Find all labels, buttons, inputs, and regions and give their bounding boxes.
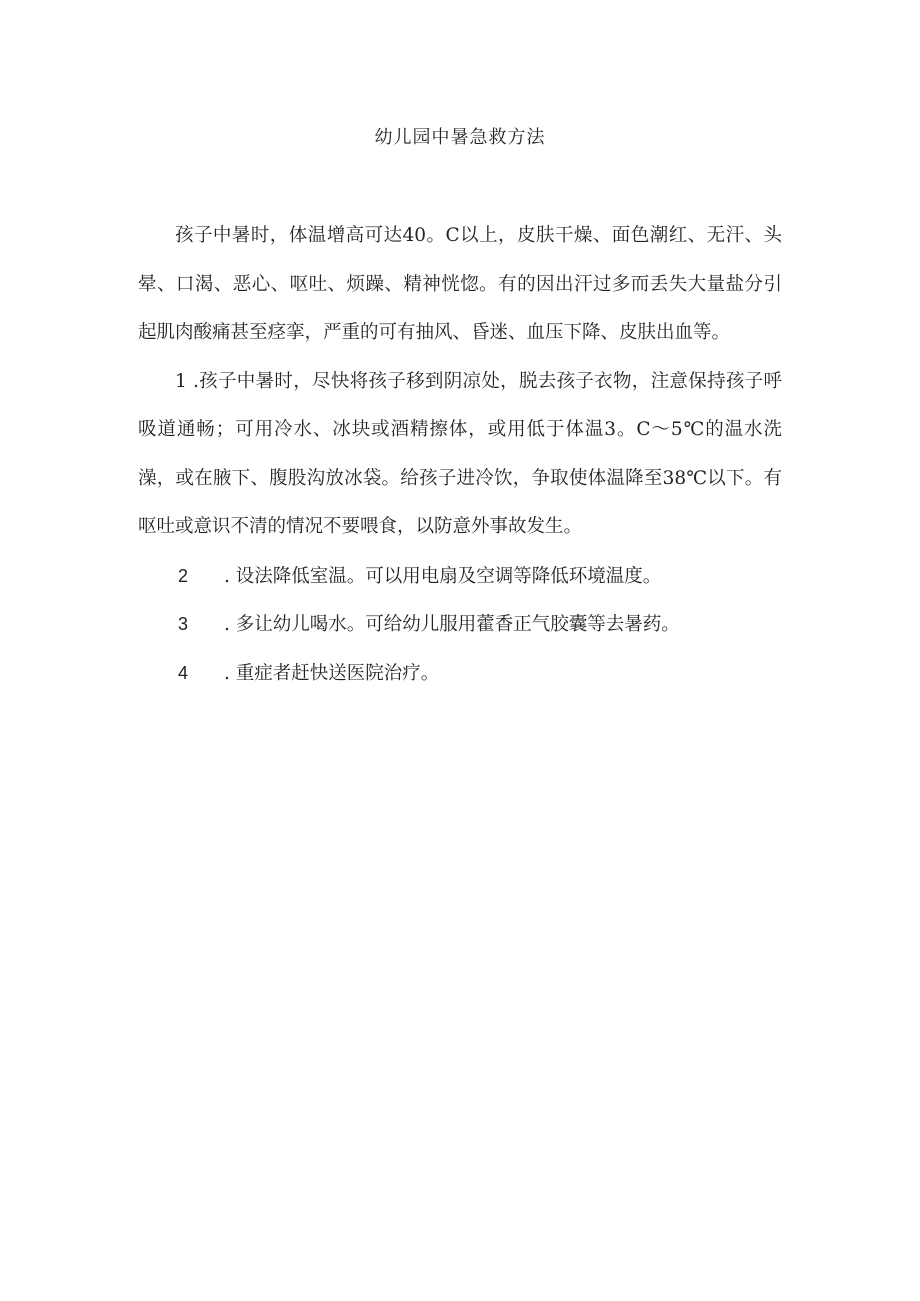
list-item-number: 4 <box>178 662 189 683</box>
list-item-number: 3 <box>178 614 189 634</box>
list-item-text: . 重症者赶快送医院治疗。 <box>224 662 440 684</box>
list-item <box>138 649 782 698</box>
intro-paragraph: 孩子中暑时，体温增高可达40。C以上，皮肤干燥、面色潮红、无汗、头晕、口渴、恶心、呕吐、烦躁、精神恍惚。有的因出汗过多而丢失大量盐分引起肌肉酸痛甚至痉挛，严重的可有抽风、昏迷、血压下降、皮肤出血等。 <box>138 225 782 343</box>
list-item-text: . 设法降低室温。可以用电扇及空调等降低环境温度。 <box>224 565 662 587</box>
step-1-paragraph: 1 .孩子中暑时，尽快将孩子移到阴凉处，脱去孩子衣物，注意保持孩子呼吸道通畅；可用冷水、冰块或酒精擦体，或用低于体温3。C～5℃的温水洗澡，或在腋下、腹股沟放冰袋。给孩子进冷饮，争取使体温降至38℃以下。有呕吐或意识不清的情况不要喂食，以防意外事故发生。 <box>138 370 782 537</box>
document-title: 幼儿园中暑急救方法 <box>374 127 546 148</box>
list-item <box>138 600 782 649</box>
list-item <box>138 552 782 601</box>
document-body <box>138 212 782 697</box>
list-item-number: 2 <box>178 565 189 586</box>
list-item-text: . 多让幼儿喝水。可给幼儿服用藿香正气胶囊等去暑药。 <box>224 614 680 635</box>
